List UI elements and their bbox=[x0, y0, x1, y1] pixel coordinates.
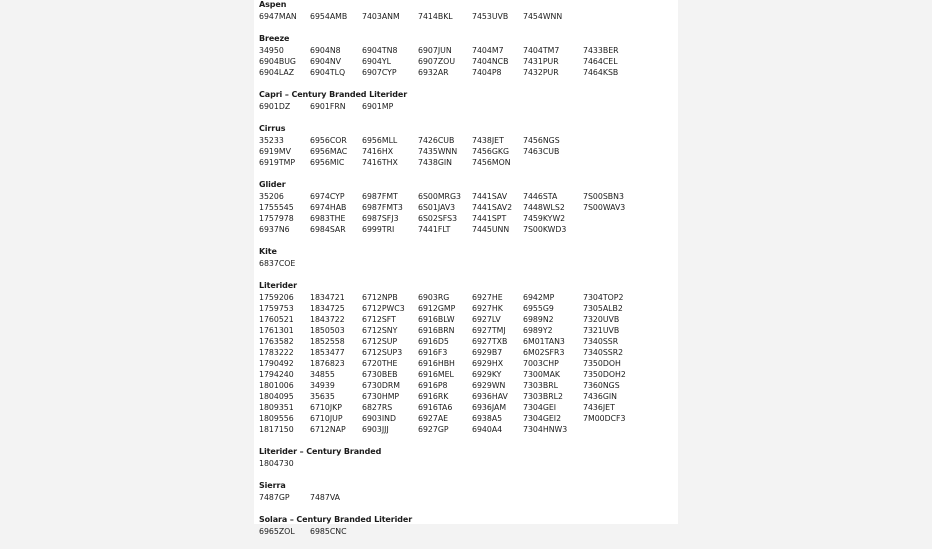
model-code: 7003CHP bbox=[523, 359, 559, 368]
model-code: 7304TOP2 bbox=[583, 293, 624, 302]
model-code bbox=[583, 424, 643, 435]
model-code: 7S00SBN3 bbox=[583, 192, 624, 201]
model-code: 7303BRL bbox=[523, 381, 558, 390]
model-code bbox=[362, 526, 418, 537]
model-code: 1850503 bbox=[310, 326, 345, 335]
model-code bbox=[472, 101, 523, 112]
model-code: 6916MEL bbox=[418, 370, 454, 379]
section-heading: Cirrus bbox=[259, 124, 286, 133]
model-code: 6S00MRG3 bbox=[418, 192, 461, 201]
model-code: 7414BKL bbox=[418, 12, 453, 21]
model-code: 1759753 bbox=[259, 304, 294, 313]
model-code: 6974HAB bbox=[310, 203, 347, 212]
model-code: 6S01JAV3 bbox=[418, 203, 456, 212]
model-code: 7340SSR2 bbox=[583, 348, 624, 357]
model-code: 6904TN8 bbox=[362, 46, 398, 55]
section bbox=[259, 124, 674, 168]
model-code bbox=[523, 526, 583, 537]
model-code: 6M01TAN3 bbox=[523, 337, 565, 346]
model-code: 6932AR bbox=[418, 68, 449, 77]
model-code: 1794240 bbox=[259, 370, 294, 379]
model-code: 7441SAV bbox=[472, 192, 508, 201]
model-code: 6956MLL bbox=[362, 136, 398, 145]
model-code: 6983THE bbox=[310, 214, 346, 223]
model-code: 6901FRN bbox=[310, 102, 346, 111]
model-code: 7404NCB bbox=[472, 57, 509, 66]
model-code bbox=[583, 101, 643, 112]
model-code: 7340SSR bbox=[583, 337, 619, 346]
model-code: 7305ALB2 bbox=[583, 304, 623, 313]
model-code: 7360NGS bbox=[583, 381, 620, 390]
model-code: 6710JKP bbox=[310, 403, 342, 412]
model-code: 35206 bbox=[259, 192, 284, 201]
model-code: 1790492 bbox=[259, 359, 294, 368]
model-code: 6956MAC bbox=[310, 147, 348, 156]
model-code: 7448WLS2 bbox=[523, 203, 565, 212]
document-page bbox=[254, 0, 678, 536]
section bbox=[259, 247, 674, 269]
model-code: 1804095 bbox=[259, 392, 294, 401]
model-list bbox=[259, 0, 674, 549]
model-code bbox=[418, 526, 472, 537]
model-code: 6947MAN bbox=[259, 12, 297, 21]
model-code: 7300MAK bbox=[523, 370, 561, 379]
model-code: 7M00DCF3 bbox=[583, 414, 626, 423]
model-code: 6730DRM bbox=[362, 381, 400, 390]
code-grid bbox=[259, 101, 674, 112]
model-code: 6965ZOL bbox=[259, 527, 295, 536]
model-code: 6916HBH bbox=[418, 359, 455, 368]
model-code: 7350DOH2 bbox=[583, 370, 626, 379]
model-code: 1804730 bbox=[259, 459, 294, 468]
model-code: 34855 bbox=[310, 370, 335, 379]
model-code bbox=[583, 146, 643, 157]
model-code bbox=[523, 157, 583, 168]
model-code: 6999TRI bbox=[362, 225, 395, 234]
model-code: 6730BEB bbox=[362, 370, 398, 379]
model-code: 1809556 bbox=[259, 414, 294, 423]
model-code: 7403ANM bbox=[362, 12, 400, 21]
model-code: 6927HK bbox=[472, 304, 503, 313]
model-code: 7426CUB bbox=[418, 136, 455, 145]
model-code: 7304HNW3 bbox=[523, 425, 568, 434]
model-code: 6712SUP bbox=[362, 337, 398, 346]
model-code bbox=[418, 101, 472, 112]
model-code: 7432PUR bbox=[523, 68, 559, 77]
code-grid bbox=[259, 526, 674, 537]
model-code: 7321UVB bbox=[583, 326, 620, 335]
model-code bbox=[418, 492, 472, 503]
model-code: 7463CUB bbox=[523, 147, 560, 156]
model-code bbox=[523, 258, 583, 269]
model-code bbox=[583, 458, 643, 469]
section bbox=[259, 34, 674, 78]
model-code: 35635 bbox=[310, 392, 335, 401]
model-code bbox=[362, 458, 418, 469]
model-code: 6712NAP bbox=[310, 425, 346, 434]
section-heading: Sierra bbox=[259, 481, 286, 490]
model-code: 1843722 bbox=[310, 315, 345, 324]
model-code: 6712SNY bbox=[362, 326, 398, 335]
model-code: 6904TLQ bbox=[310, 68, 346, 77]
model-code: 1763582 bbox=[259, 337, 294, 346]
model-code: 1852558 bbox=[310, 337, 345, 346]
model-code bbox=[583, 213, 643, 224]
model-code: 6S02SFS3 bbox=[418, 214, 458, 223]
model-code: 6916RK bbox=[418, 392, 449, 401]
model-code: 6989N2 bbox=[523, 315, 554, 324]
model-code: 1783222 bbox=[259, 348, 294, 357]
model-code: 6956COR bbox=[310, 136, 347, 145]
model-code: 6837COE bbox=[259, 259, 296, 268]
model-code bbox=[472, 526, 523, 537]
model-code bbox=[472, 258, 523, 269]
model-code: 6712SFT bbox=[362, 315, 396, 324]
model-code: 7320UVB bbox=[583, 315, 620, 324]
model-code: 7436JET bbox=[583, 403, 615, 412]
section bbox=[259, 180, 674, 235]
model-code: 6M02SFR3 bbox=[523, 348, 565, 357]
code-grid bbox=[259, 492, 674, 503]
model-code: 6912GMP bbox=[418, 304, 456, 313]
model-code bbox=[418, 458, 472, 469]
section-heading: Literider – Century Branded bbox=[259, 447, 382, 456]
model-code: 7445UNN bbox=[472, 225, 510, 234]
model-code bbox=[583, 135, 643, 146]
model-code: 6730HMP bbox=[362, 392, 400, 401]
model-code: 6904YL bbox=[362, 57, 391, 66]
model-code: 6940A4 bbox=[472, 425, 503, 434]
model-code bbox=[523, 492, 583, 503]
model-code bbox=[523, 101, 583, 112]
model-code bbox=[310, 258, 362, 269]
code-grid bbox=[259, 458, 674, 469]
model-code: 7404M7 bbox=[472, 46, 504, 55]
model-code: 7438JET bbox=[472, 136, 504, 145]
model-code: 6954AMB bbox=[310, 12, 348, 21]
model-code: 6907JUN bbox=[418, 46, 452, 55]
model-code: 7454WNN bbox=[523, 12, 563, 21]
model-code: 7456NGS bbox=[523, 136, 560, 145]
section-heading: Solara – Century Branded Literider bbox=[259, 515, 413, 524]
section-heading: Capri – Century Branded Literider bbox=[259, 90, 408, 99]
model-code: 6907ZOU bbox=[418, 57, 456, 66]
model-code: 1760521 bbox=[259, 315, 294, 324]
model-code: 6985CNC bbox=[310, 527, 347, 536]
model-code: 7456MON bbox=[472, 158, 511, 167]
model-code bbox=[583, 492, 643, 503]
model-code: 35233 bbox=[259, 136, 284, 145]
model-code: 6827RS bbox=[362, 403, 393, 412]
model-code: 1801006 bbox=[259, 381, 294, 390]
model-code bbox=[472, 492, 523, 503]
code-grid bbox=[259, 45, 674, 78]
model-code: 6927GP bbox=[418, 425, 449, 434]
model-code: 6936JAM bbox=[472, 403, 507, 412]
code-grid bbox=[259, 258, 674, 269]
model-code: 6929HX bbox=[472, 359, 504, 368]
model-code: 6927TMJ bbox=[472, 326, 506, 335]
model-code: 6903IND bbox=[362, 414, 396, 423]
model-code: 6720THE bbox=[362, 359, 398, 368]
model-code: 6903JJJ bbox=[362, 425, 389, 434]
model-code: 6710JUP bbox=[310, 414, 343, 423]
model-code: 6929KY bbox=[472, 370, 502, 379]
model-code: 7459KYW2 bbox=[523, 214, 566, 223]
model-code: 6984SAR bbox=[310, 225, 346, 234]
model-code: 6955G9 bbox=[523, 304, 554, 313]
model-code: 7304GEI bbox=[523, 403, 557, 412]
model-code: 7441FLT bbox=[418, 225, 451, 234]
model-code bbox=[583, 11, 643, 22]
model-code: 34950 bbox=[259, 46, 284, 55]
model-code: 7431PUR bbox=[523, 57, 559, 66]
model-code: 7433BER bbox=[583, 46, 619, 55]
model-code: 6956MIC bbox=[310, 158, 345, 167]
section-heading: Aspen bbox=[259, 0, 287, 9]
model-code: 6929B7 bbox=[472, 348, 503, 357]
section bbox=[259, 481, 674, 503]
model-code: 6974CYP bbox=[310, 192, 345, 201]
code-grid bbox=[259, 11, 674, 22]
model-code: 7464CEL bbox=[583, 57, 618, 66]
code-grid bbox=[259, 135, 674, 168]
section-heading: Literider bbox=[259, 281, 297, 290]
model-code: 6901MP bbox=[362, 102, 394, 111]
model-code: 7304GEI2 bbox=[523, 414, 562, 423]
model-code: 7487GP bbox=[259, 493, 290, 502]
model-code: 34939 bbox=[310, 381, 335, 390]
model-code: 7441SPT bbox=[472, 214, 507, 223]
model-code: 6989Y2 bbox=[523, 326, 553, 335]
code-grid bbox=[259, 292, 674, 435]
model-code bbox=[362, 492, 418, 503]
model-code: 7416HX bbox=[362, 147, 394, 156]
model-code: 7438GIN bbox=[418, 158, 453, 167]
model-code: 1809351 bbox=[259, 403, 294, 412]
model-code: 7350DOH bbox=[583, 359, 621, 368]
section bbox=[259, 90, 674, 112]
model-code: 6927LV bbox=[472, 315, 501, 324]
model-code: 7436GIN bbox=[583, 392, 618, 401]
model-code: 6901DZ bbox=[259, 102, 291, 111]
model-code: 6919MV bbox=[259, 147, 291, 156]
model-code bbox=[418, 258, 472, 269]
model-code: 6907CYP bbox=[362, 68, 397, 77]
model-code: 7441SAV2 bbox=[472, 203, 513, 212]
model-code bbox=[583, 258, 643, 269]
model-code: 7456GKG bbox=[472, 147, 510, 156]
model-code: 6712NPB bbox=[362, 293, 398, 302]
model-code: 6927AE bbox=[418, 414, 449, 423]
model-code: 1853477 bbox=[310, 348, 345, 357]
model-code bbox=[583, 526, 643, 537]
model-code: 6712PWC3 bbox=[362, 304, 405, 313]
model-code: 7453UVB bbox=[472, 12, 509, 21]
model-code: 1759206 bbox=[259, 293, 294, 302]
model-code: 6987FMT3 bbox=[362, 203, 403, 212]
model-code bbox=[523, 458, 583, 469]
model-code: 6712SUP3 bbox=[362, 348, 403, 357]
model-code: 1761301 bbox=[259, 326, 294, 335]
model-code bbox=[310, 458, 362, 469]
section bbox=[259, 0, 674, 22]
model-code: 6929WN bbox=[472, 381, 506, 390]
model-code: 7435WNN bbox=[418, 147, 458, 156]
model-code: 6904N8 bbox=[310, 46, 341, 55]
model-code: 6916BLW bbox=[418, 315, 455, 324]
model-code: 6916P8 bbox=[418, 381, 448, 390]
model-code: 1755545 bbox=[259, 203, 294, 212]
model-code: 6927TXB bbox=[472, 337, 508, 346]
section bbox=[259, 515, 674, 537]
model-code: 6938A5 bbox=[472, 414, 503, 423]
model-code: 7464KSB bbox=[583, 68, 619, 77]
model-code: 6987SFJ3 bbox=[362, 214, 399, 223]
model-code: 6919TMP bbox=[259, 158, 296, 167]
model-code: 1876823 bbox=[310, 359, 345, 368]
model-code: 6937N6 bbox=[259, 225, 290, 234]
model-code: 7S00WAV3 bbox=[583, 203, 626, 212]
model-code: 6916F3 bbox=[418, 348, 448, 357]
model-code: 7446STA bbox=[523, 192, 558, 201]
model-code: 7416THX bbox=[362, 158, 398, 167]
model-code bbox=[472, 458, 523, 469]
model-code: 6904BUG bbox=[259, 57, 296, 66]
model-code bbox=[583, 224, 643, 235]
model-code: 1834725 bbox=[310, 304, 345, 313]
section bbox=[259, 281, 674, 435]
model-code: 1757978 bbox=[259, 214, 294, 223]
model-code: 6903RG bbox=[418, 293, 450, 302]
model-code bbox=[362, 258, 418, 269]
model-code: 6904NV bbox=[310, 57, 342, 66]
code-grid bbox=[259, 191, 674, 235]
model-code: 6904LAZ bbox=[259, 68, 295, 77]
model-code: 6936HAV bbox=[472, 392, 508, 401]
model-code: 7404TM7 bbox=[523, 46, 560, 55]
model-code: 7487VA bbox=[310, 493, 341, 502]
section-heading: Glider bbox=[259, 180, 286, 189]
model-code: 6942MP bbox=[523, 293, 555, 302]
model-code bbox=[583, 157, 643, 168]
model-code: 6916TA6 bbox=[418, 403, 453, 412]
section-heading: Kite bbox=[259, 247, 277, 256]
section-heading: Breeze bbox=[259, 34, 290, 43]
model-code: 7303BRL2 bbox=[523, 392, 563, 401]
model-code: 6927HE bbox=[472, 293, 503, 302]
model-code: 1817150 bbox=[259, 425, 294, 434]
model-code: 1834721 bbox=[310, 293, 345, 302]
section bbox=[259, 447, 674, 469]
model-code: 6916D5 bbox=[418, 337, 449, 346]
model-code: 7S00KWD3 bbox=[523, 225, 567, 234]
model-code: 6987FMT bbox=[362, 192, 398, 201]
model-code: 6916BRN bbox=[418, 326, 455, 335]
model-code: 7404P8 bbox=[472, 68, 502, 77]
